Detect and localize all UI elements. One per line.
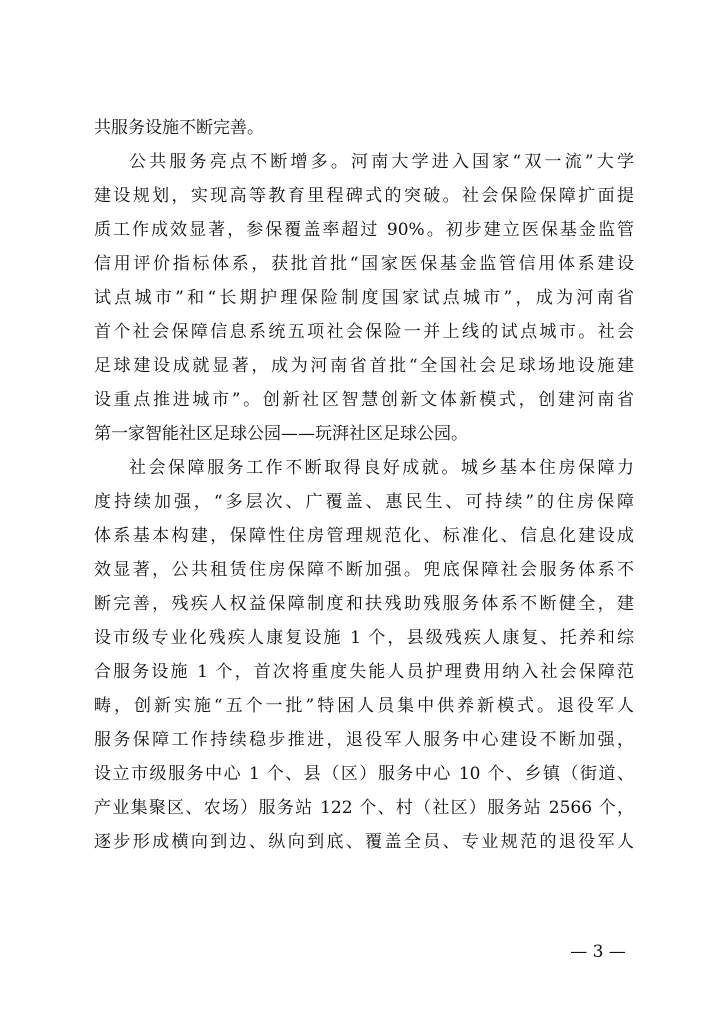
page-number: — 3 — — [570, 942, 626, 962]
paragraph-2-line-7: 足球建设成就显著，成为河南省首批“全国社会足球场地设施建 — [94, 356, 634, 376]
paragraph-2-line-6: 首个社会保障信息系统五项社会保险一并上线的试点城市。社会 — [94, 322, 634, 342]
paragraph-3-line-2: 度持续加强，“多层次、广覆盖、惠民生、可持续”的住房保障 — [94, 492, 634, 512]
paragraph-3-line-7: 合服务设施 1 个，首次将重度失能人员护理费用纳入社会保障范 — [94, 662, 634, 682]
paragraph-3-line-6: 设市级专业化残疾人康复设施 1 个，县级残疾人康复、托养和综 — [94, 628, 634, 648]
paragraph-2-line-1: 公共服务亮点不断增多。河南大学进入国家“双一流”大学 — [129, 152, 634, 172]
paragraph-2-line-8: 设重点推进城市”。创新社区智慧创新文体新模式，创建河南省 — [94, 390, 634, 410]
paragraph-2-line-9: 第一家智能社区足球公园——玩湃社区足球公园。 — [94, 424, 468, 444]
paragraph-2-line-5: 试点城市”和“长期护理保险制度国家试点城市”，成为河南省 — [94, 288, 634, 308]
paragraph-2-line-3: 质工作成效显著，参保覆盖率超过 90%。初步建立医保基金监管 — [94, 220, 634, 240]
paragraph-3-line-8: 畴，创新实施“五个一批”特困人员集中供养新模式。退役军人 — [94, 696, 634, 716]
paragraph-3-line-3: 体系基本构建，保障性住房管理规范化、标准化、信息化建设成 — [94, 526, 634, 546]
paragraph-3-line-5: 断完善，残疾人权益保障制度和扶残助残服务体系不断健全，建 — [94, 594, 634, 614]
paragraph-3-line-12: 逐步形成横向到边、纵向到底、覆盖全员、专业规范的退役军人 — [94, 832, 634, 852]
paragraph-2-line-2: 建设规划，实现高等教育里程碑式的突破。社会保险保障扩面提 — [94, 186, 634, 206]
paragraph-3-line-9: 服务保障工作持续稳步推进，退役军人服务中心建设不断加强， — [94, 730, 634, 750]
paragraph-2-line-4: 信用评价指标体系，获批首批“国家医保基金监管信用体系建设 — [94, 254, 634, 274]
paragraph-3-line-1: 社会保障服务工作不断取得良好成就。城乡基本住房保障力 — [129, 458, 634, 478]
paragraph-3-line-10: 设立市级服务中心 1 个、县（区）服务中心 10 个、乡镇（街道、 — [94, 764, 634, 784]
paragraph-3-line-11: 产业集聚区、农场）服务站 122 个、村（社区）服务站 2566 个， — [94, 798, 634, 818]
paragraph-3-line-4: 效显著，公共租赁住房保障不断加强。兜底保障社会服务体系不 — [94, 560, 634, 580]
paragraph-1-line-1: 共服务设施不断完善。 — [94, 118, 264, 138]
